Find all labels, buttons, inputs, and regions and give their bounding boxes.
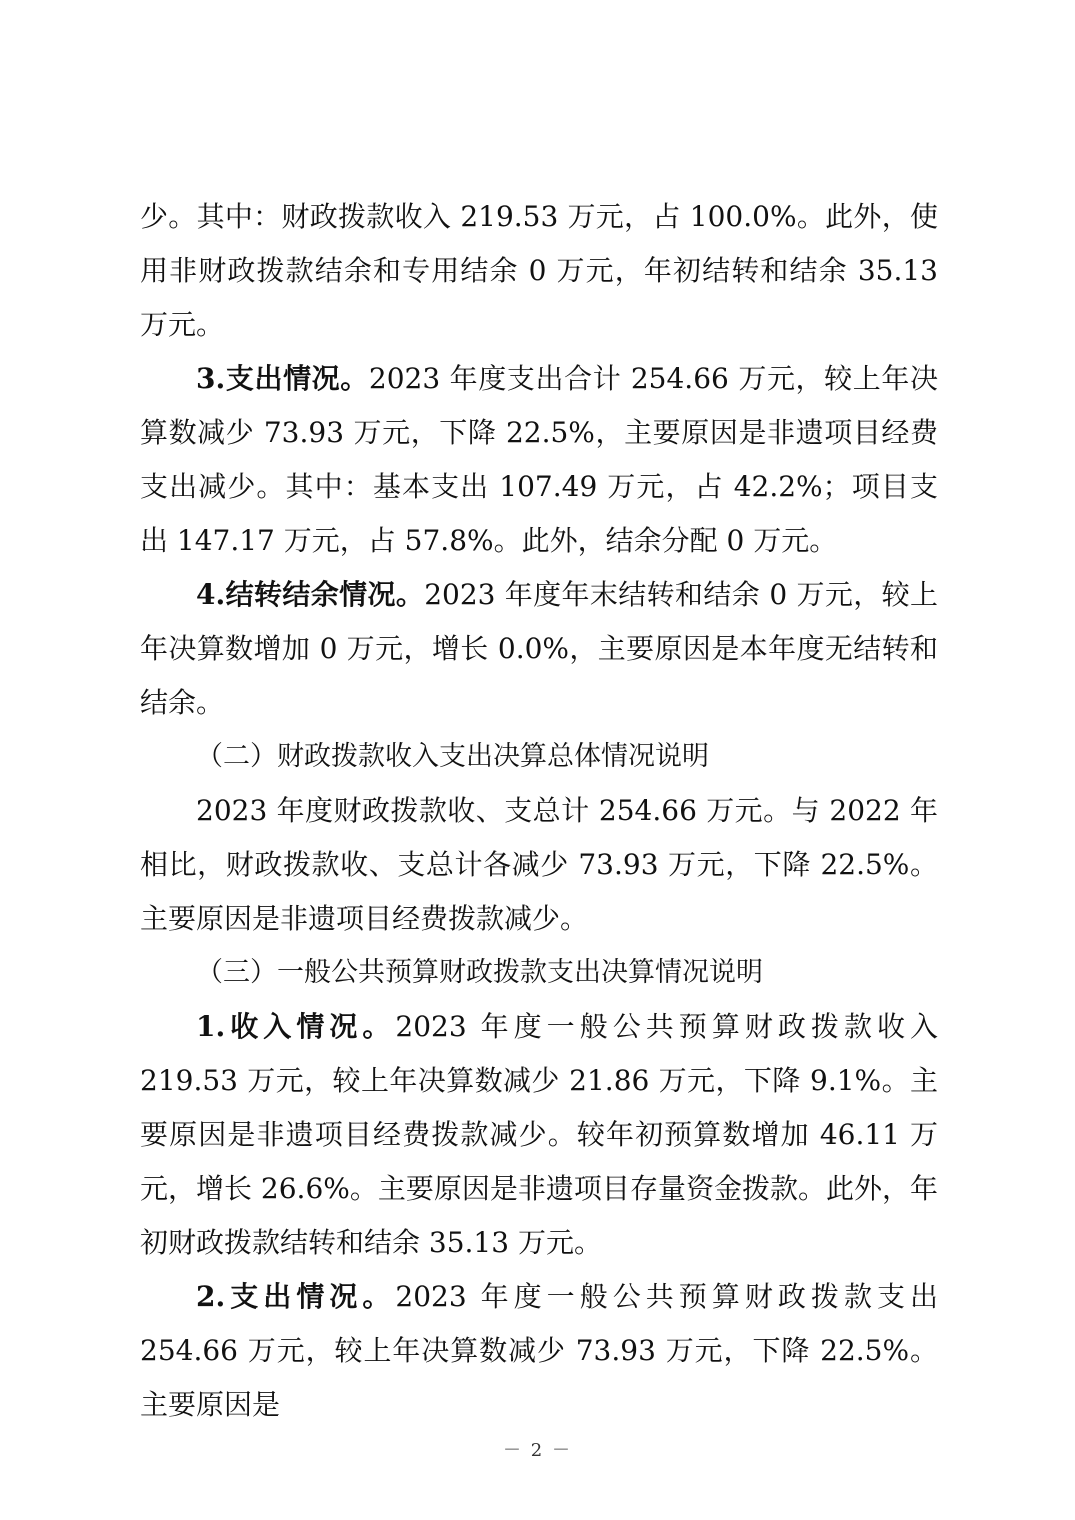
paragraph-lead: 1.收入情况。 xyxy=(196,1010,396,1043)
paragraph-text: 少。其中：财政拨款收入 219.53 万元，占 100.0%。此外，使用非财政拨款结余和专用结余 0 万元，年初结转和结余 35.13 万元。 xyxy=(140,200,938,341)
paragraph-text: 2023 年度一般公共预算财政拨款支出 254.66 万元，较上年决算数减少 73.93 万元，下降 22.5%。主要原因是 xyxy=(140,1280,938,1421)
page-number: － 2 － xyxy=(503,1440,572,1461)
paragraph-text: 2023 年度财政拨款收、支总计 254.66 万元。与 2022 年相比，财政拨款收、支总计各减少 73.93 万元，下降 22.5%。主要原因是非遗项目经费拨款减少。 xyxy=(140,794,938,935)
paragraph-fiscal-overview xyxy=(140,784,938,946)
document-body xyxy=(140,190,938,1432)
paragraph-lead: 2.支出情况。 xyxy=(196,1280,396,1313)
paragraph-text: 2023 年度一般公共预算财政拨款收入 219.53 万元，较上年决算数减少 21.86 万元，下降 9.1%。主要原因是非遗项目经费拨款减少。较年初预算数增加 46.11 万元，增长 26.6%。主要原因是非遗项目存量资金拨款。此外，年初财政拨款结转和结余 35.13 万元。 xyxy=(140,1010,938,1259)
paragraph-carryover xyxy=(140,568,938,730)
paragraph-general-expenditure xyxy=(140,1270,938,1432)
paragraph-text: 2023 年度年末结转和结余 0 万元，较上年决算数增加 0 万元，增长 0.0%，主要原因是本年度无结转和结余。 xyxy=(140,578,938,719)
section-heading-fiscal-overview: （二）财政拨款收入支出决算总体情况说明 xyxy=(196,741,709,772)
paragraph-lead: 4.结转结余情况。 xyxy=(196,578,425,611)
paragraph-general-income xyxy=(140,1000,938,1270)
section-heading-general-budget: （三）一般公共预算财政拨款支出决算情况说明 xyxy=(196,957,763,988)
paragraph-income-summary xyxy=(140,190,938,352)
paragraph-text: 2023 年度支出合计 254.66 万元，较上年决算数减少 73.93 万元，下降 22.5%，主要原因是非遗项目经费支出减少。其中：基本支出 107.49 万元，占 42.2%；项目支出 147.17 万元，占 57.8%。此外，结余分配 0 万元。 xyxy=(140,362,939,557)
paragraph-lead: 3.支出情况。 xyxy=(196,362,369,395)
paragraph-expenditure xyxy=(140,352,938,568)
